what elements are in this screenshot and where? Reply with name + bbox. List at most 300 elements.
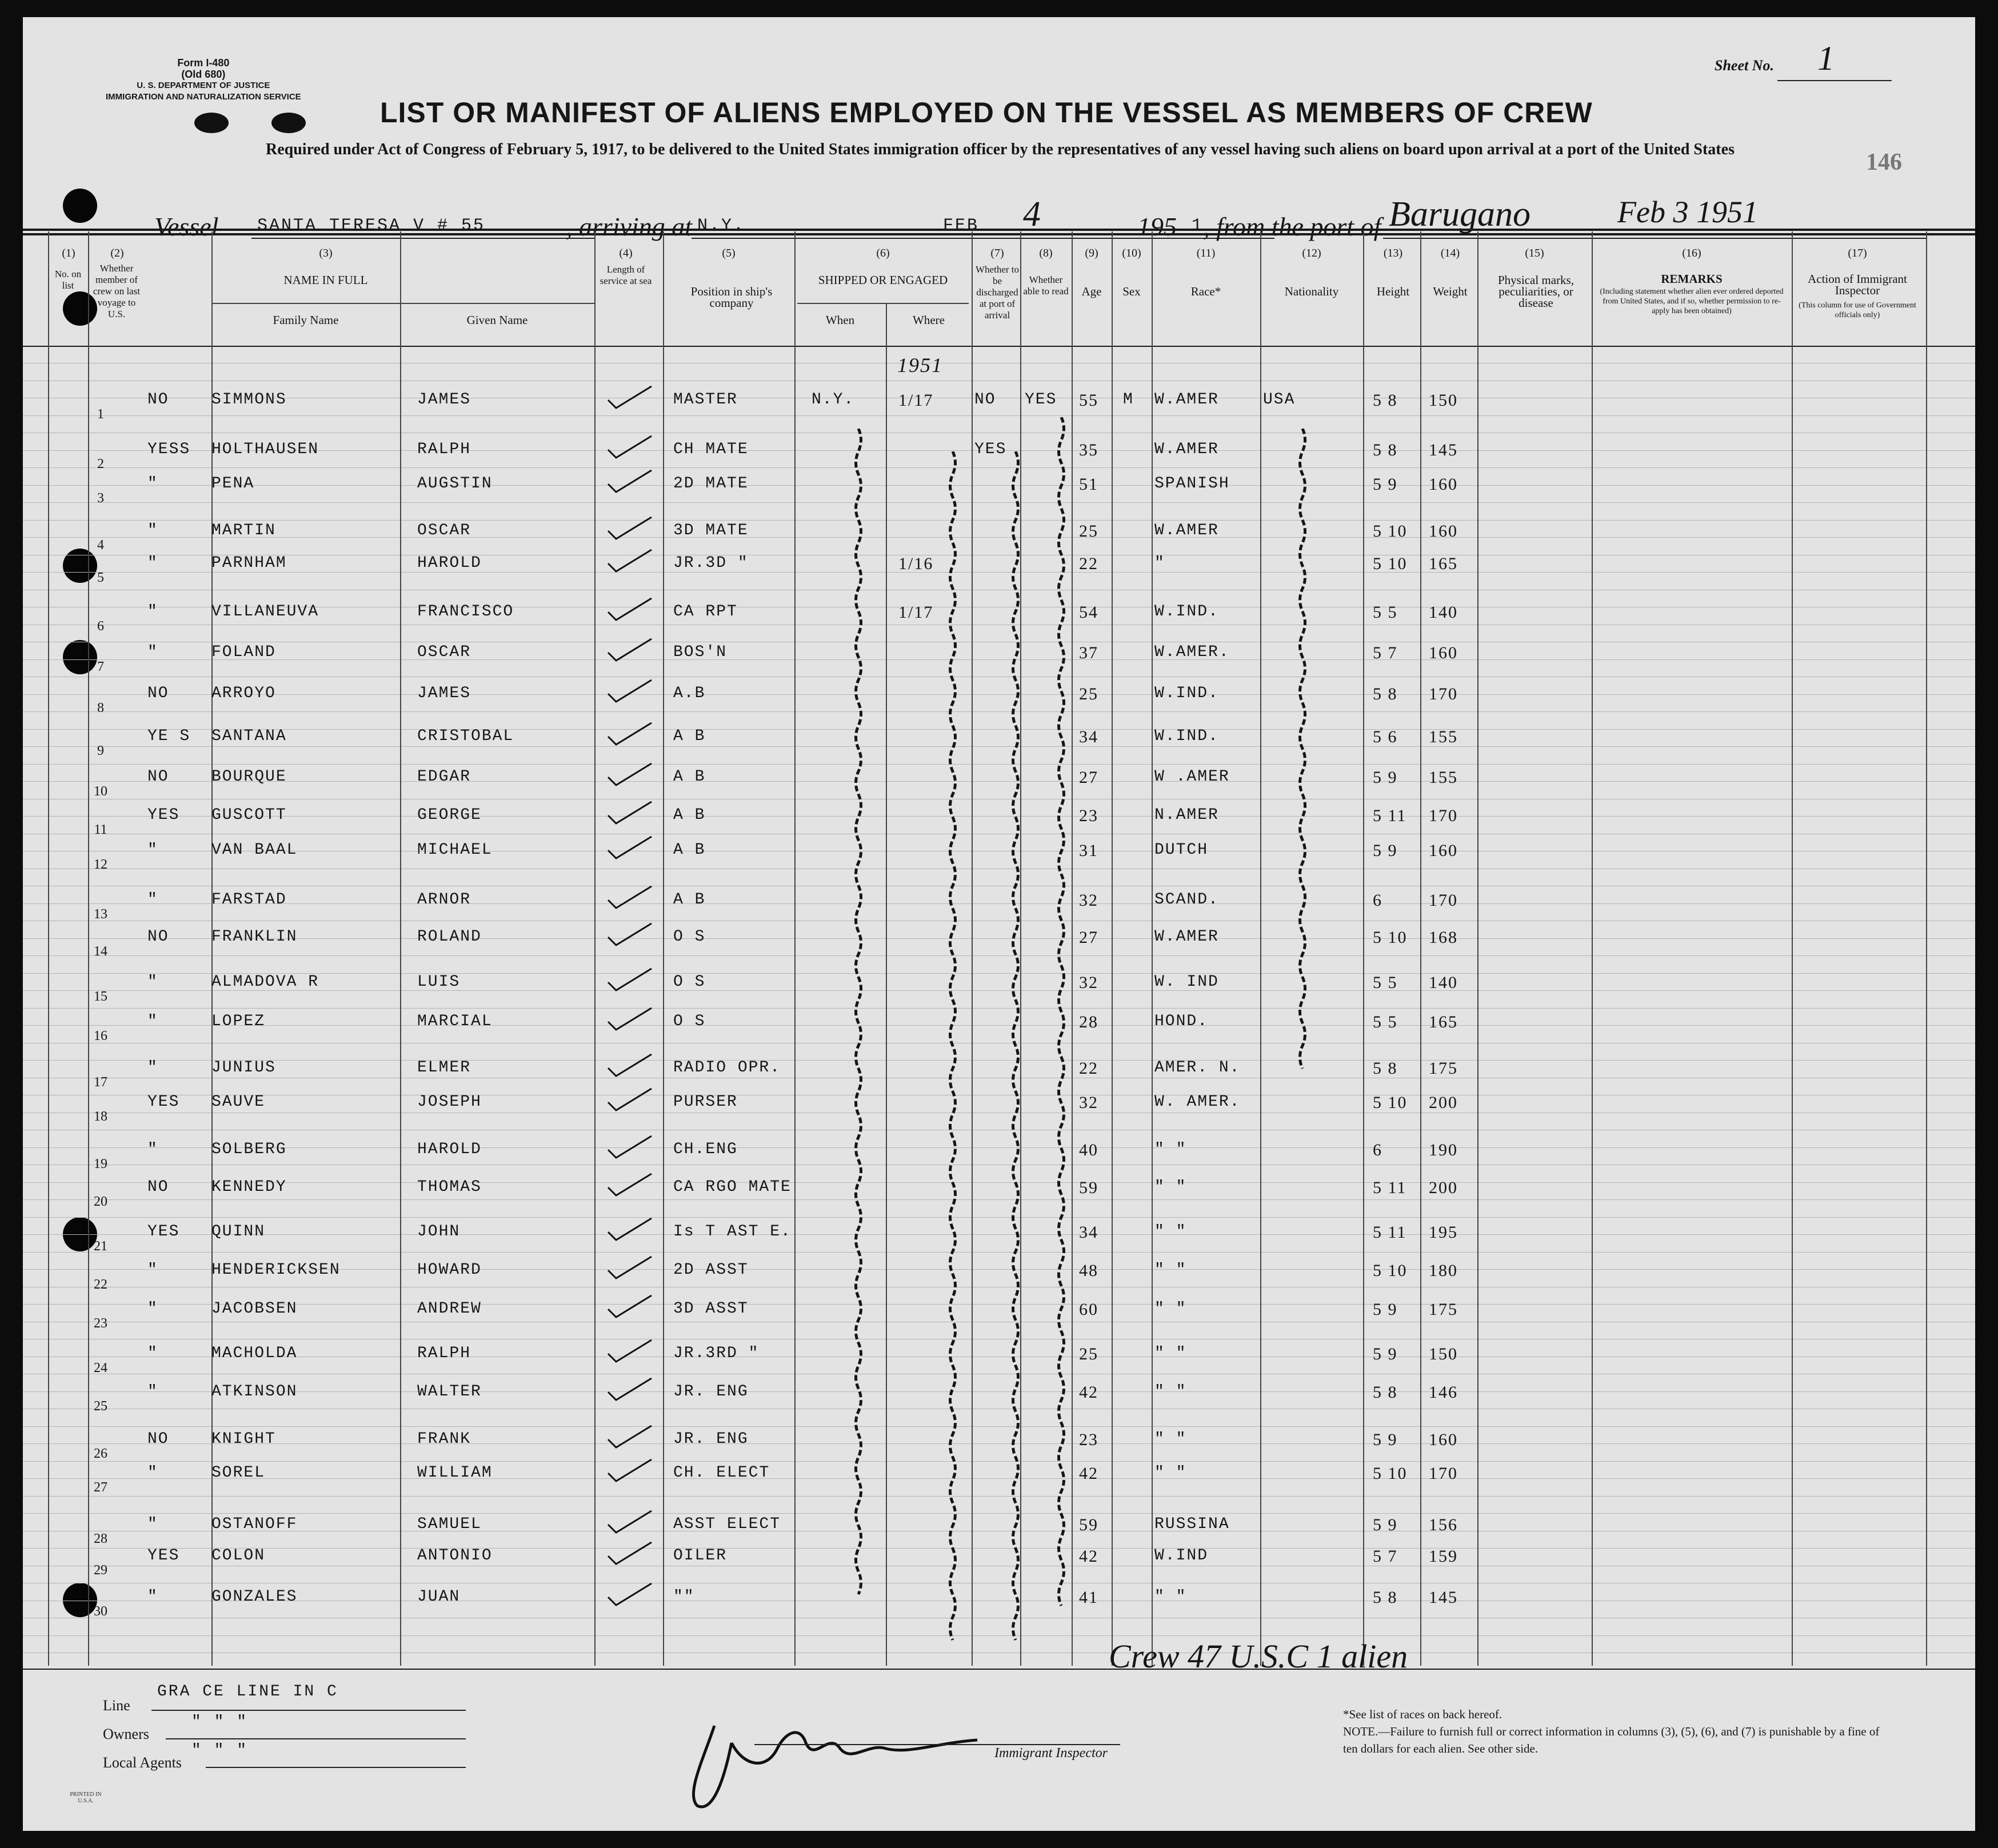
height-cell: 5 10 bbox=[1373, 1093, 1408, 1112]
row-number-cell: 12 bbox=[94, 857, 107, 872]
last-voyage-cell: NO bbox=[147, 1178, 169, 1196]
service-check-mark bbox=[606, 798, 654, 826]
given-name-cell: JAMES bbox=[417, 391, 471, 409]
row-number-cell: 13 bbox=[94, 907, 107, 922]
race-cell: W. IND bbox=[1154, 973, 1219, 991]
service-check-mark bbox=[606, 546, 654, 574]
family-name-cell: SOLBERG bbox=[211, 1141, 287, 1158]
arriving-port: N.Y. bbox=[697, 216, 746, 235]
age-cell: 22 bbox=[1079, 554, 1098, 573]
height-cell: 5 9 bbox=[1373, 1430, 1398, 1449]
weight-cell: 175 bbox=[1429, 1300, 1458, 1319]
family-name-cell: SANTANA bbox=[211, 727, 287, 745]
weight-cell: 165 bbox=[1429, 1013, 1458, 1031]
race-cell: W.AMER bbox=[1154, 522, 1219, 539]
service-check-mark bbox=[606, 1292, 654, 1319]
last-voyage-cell: " bbox=[147, 603, 158, 621]
family-name-cell: HOLTHAUSEN bbox=[211, 441, 319, 458]
document-subtitle: Required under Act of Congress of February 5, 1917, to be delivered to the United States immigration officer by the representatives of any vessel having such aliens on board upon arrival at a port of the United States bbox=[266, 141, 1735, 158]
shipped-where-cell: 1/17 bbox=[898, 603, 934, 622]
height-cell: 5 8 bbox=[1373, 391, 1398, 410]
row-number-cell: 16 bbox=[94, 1029, 107, 1043]
form-identifier: Form I-480 (Old 680) U. S. DEPARTMENT OF JUSTICE IMMIGRATION AND NATURALIZATION SERVICE bbox=[106, 57, 301, 102]
position-cell: A B bbox=[673, 891, 706, 909]
position-cell: OILER bbox=[673, 1547, 728, 1565]
position-cell: A B bbox=[673, 841, 706, 859]
service-check-mark bbox=[606, 433, 654, 460]
race-cell: " " bbox=[1154, 1178, 1187, 1196]
local-agents-label: Local Agents bbox=[103, 1754, 182, 1771]
service-check-mark bbox=[606, 1580, 654, 1607]
weight-cell: 165 bbox=[1429, 554, 1458, 573]
position-cell: Is T AST E. bbox=[673, 1223, 792, 1241]
age-cell: 48 bbox=[1079, 1261, 1098, 1280]
given-name-cell: GEORGE bbox=[417, 806, 482, 824]
age-cell: 41 bbox=[1079, 1588, 1098, 1607]
last-voyage-cell: " bbox=[147, 891, 158, 909]
last-voyage-cell: " bbox=[147, 1515, 158, 1533]
able-to-read-cell: YES bbox=[1025, 391, 1057, 409]
race-cell: " " bbox=[1154, 1464, 1187, 1482]
given-name-cell: ANTONIO bbox=[417, 1547, 493, 1565]
height-cell: 5 10 bbox=[1373, 554, 1408, 573]
row-number-cell: 20 bbox=[94, 1194, 107, 1209]
row-number-cell: 7 bbox=[97, 659, 104, 674]
given-name-cell: CRISTOBAL bbox=[417, 727, 514, 745]
given-name-cell: ARNOR bbox=[417, 891, 471, 909]
last-voyage-cell: " bbox=[147, 973, 158, 991]
service-check-mark bbox=[606, 635, 654, 663]
last-voyage-cell: YES bbox=[147, 1223, 180, 1241]
col-remarks-note: (Including statement whether alien ever ordered deported from United States, and if so, whether permission to re-apply has been obtained) bbox=[1600, 287, 1784, 315]
position-cell: JR. ENG bbox=[673, 1430, 749, 1448]
age-cell: 40 bbox=[1079, 1141, 1098, 1159]
weight-cell: 160 bbox=[1429, 1430, 1458, 1449]
line-value: GRA CE LINE IN C bbox=[157, 1683, 338, 1701]
age-cell: 59 bbox=[1079, 1515, 1098, 1534]
row-number-cell: 23 bbox=[94, 1316, 107, 1331]
position-cell: A B bbox=[673, 806, 706, 824]
row-number-cell: 25 bbox=[94, 1399, 107, 1414]
col-race: Race* bbox=[1190, 285, 1221, 298]
weight-cell: 180 bbox=[1429, 1261, 1458, 1280]
col-shipped-engaged: SHIPPED OR ENGAGED bbox=[818, 273, 948, 287]
age-cell: 31 bbox=[1079, 841, 1098, 860]
penalty-note: NOTE.—Failure to furnish full or correct information in columns (3), (5), (6), and (7) is punishable by a fine of ten dollars for each alien. See other side. bbox=[1343, 1725, 1880, 1755]
race-cell: AMER. N. bbox=[1154, 1059, 1241, 1077]
height-cell: 5 8 bbox=[1373, 1588, 1398, 1607]
shipped-when-cell: N.Y. bbox=[812, 391, 855, 409]
age-cell: 25 bbox=[1079, 685, 1098, 703]
family-name-cell: VAN BAAL bbox=[211, 841, 298, 859]
family-name-cell: PARNHAM bbox=[211, 554, 287, 572]
given-name-cell: OSCAR bbox=[417, 522, 471, 539]
race-cell: " " bbox=[1154, 1141, 1187, 1158]
height-cell: 5 9 bbox=[1373, 1345, 1398, 1363]
last-voyage-cell: YES bbox=[147, 1547, 180, 1565]
given-name-cell: THOMAS bbox=[417, 1178, 482, 1196]
race-cell: W.AMER bbox=[1154, 441, 1219, 458]
race-cell: N.AMER bbox=[1154, 806, 1219, 824]
last-voyage-cell: " bbox=[147, 1345, 158, 1362]
position-cell: JR.3D " bbox=[673, 554, 749, 572]
col-when: When bbox=[825, 313, 855, 327]
service-check-mark bbox=[606, 1422, 654, 1450]
weight-cell: 170 bbox=[1429, 1464, 1458, 1483]
col-physical-marks: Physical marks, peculiarities, or disease bbox=[1498, 273, 1574, 310]
weight-cell: 170 bbox=[1429, 806, 1458, 825]
given-name-cell: LUIS bbox=[417, 973, 461, 991]
header-bottom-rule bbox=[23, 346, 1975, 347]
race-cell: W.IND. bbox=[1154, 603, 1219, 621]
col-age: Age bbox=[1081, 285, 1102, 298]
col-weight: Weight bbox=[1433, 285, 1468, 298]
last-voyage-cell: " bbox=[147, 1059, 158, 1077]
weight-cell: 160 bbox=[1429, 475, 1458, 494]
family-name-cell: GONZALES bbox=[211, 1588, 298, 1606]
height-cell: 5 10 bbox=[1373, 522, 1408, 541]
race-cell: HOND. bbox=[1154, 1013, 1209, 1030]
given-name-cell: ROLAND bbox=[417, 928, 482, 946]
height-cell: 5 5 bbox=[1373, 1013, 1398, 1031]
height-cell: 5 8 bbox=[1373, 1059, 1398, 1078]
race-cell: W.AMER bbox=[1154, 928, 1219, 946]
position-cell: 3D ASST bbox=[673, 1300, 749, 1318]
service-check-mark bbox=[606, 1507, 654, 1535]
position-cell: 2D ASST bbox=[673, 1261, 749, 1279]
age-cell: 28 bbox=[1079, 1013, 1098, 1031]
given-name-cell: HOWARD bbox=[417, 1261, 482, 1279]
age-cell: 59 bbox=[1079, 1178, 1098, 1197]
vessel-name: SANTA TERESA V # 55 bbox=[257, 216, 486, 235]
row-number-cell: 14 bbox=[94, 944, 107, 959]
punch-hole bbox=[63, 189, 97, 223]
last-voyage-cell: NO bbox=[147, 928, 169, 946]
height-cell: 5 10 bbox=[1373, 1464, 1408, 1483]
arrival-year: 195 bbox=[1137, 212, 1177, 241]
family-name-cell: FOLAND bbox=[211, 643, 276, 661]
sheet-line bbox=[1777, 80, 1892, 81]
last-voyage-cell: NO bbox=[147, 768, 169, 786]
weight-cell: 155 bbox=[1429, 768, 1458, 787]
col-height: Height bbox=[1376, 285, 1410, 298]
family-name-cell: KENNEDY bbox=[211, 1178, 287, 1196]
position-cell: O S bbox=[673, 973, 706, 991]
weight-cell: 160 bbox=[1429, 522, 1458, 541]
inspector-signature bbox=[680, 1709, 1012, 1817]
family-name-cell: JACOBSEN bbox=[211, 1300, 298, 1318]
service-check-mark bbox=[606, 1051, 654, 1078]
position-cell: "" bbox=[673, 1588, 695, 1606]
row-number-cell: 17 bbox=[94, 1075, 107, 1090]
arrival-year-digit: 1 bbox=[1192, 216, 1204, 235]
family-name-cell: MACHOLDA bbox=[211, 1345, 298, 1362]
given-name-cell: JAMES bbox=[417, 685, 471, 702]
height-cell: 6 bbox=[1373, 1141, 1382, 1159]
last-voyage-cell: " bbox=[147, 643, 158, 661]
ditto-stroke bbox=[1052, 417, 1071, 1611]
family-name-cell: MARTIN bbox=[211, 522, 276, 539]
given-name-cell: SAMUEL bbox=[417, 1515, 482, 1533]
service-check-mark bbox=[606, 719, 654, 747]
weight-cell: 170 bbox=[1429, 685, 1458, 703]
weight-cell: 156 bbox=[1429, 1515, 1458, 1534]
races-note: *See list of races on back hereof. bbox=[1343, 1707, 1503, 1721]
race-cell: " " bbox=[1154, 1588, 1187, 1606]
family-name-cell: QUINN bbox=[211, 1223, 266, 1241]
row-number-cell: 9 bbox=[97, 743, 104, 758]
family-name-cell: SOREL bbox=[211, 1464, 266, 1482]
given-name-cell: MARCIAL bbox=[417, 1013, 493, 1030]
family-name-cell: FRANKLIN bbox=[211, 928, 298, 946]
row-number-cell: 18 bbox=[94, 1109, 107, 1124]
given-name-cell: FRANCISCO bbox=[417, 603, 514, 621]
height-cell: 5 8 bbox=[1373, 1383, 1398, 1402]
departure-port: Barugano bbox=[1389, 195, 1531, 234]
col-inspector-action: Action of Immigrant Inspector bbox=[1808, 272, 1907, 297]
height-cell: 5 9 bbox=[1373, 768, 1398, 787]
col-position: Position in ship's company bbox=[690, 285, 773, 310]
row-number-cell: 19 bbox=[94, 1157, 107, 1171]
service-check-mark bbox=[606, 677, 654, 704]
local-agents-value: " " " bbox=[191, 1742, 249, 1759]
row-number-cell: 27 bbox=[94, 1480, 107, 1495]
family-name-cell: KNIGHT bbox=[211, 1430, 276, 1448]
last-voyage-cell: " bbox=[147, 1261, 158, 1279]
race-cell: W.IND bbox=[1154, 1547, 1209, 1565]
ditto-stroke bbox=[849, 429, 868, 1611]
row-number-cell: 21 bbox=[94, 1239, 107, 1254]
col-remarks: REMARKS bbox=[1661, 272, 1723, 286]
col-where: Where bbox=[913, 313, 945, 327]
ditto-stroke bbox=[1293, 429, 1312, 1086]
race-cell: " " bbox=[1154, 1300, 1187, 1318]
service-check-mark bbox=[606, 965, 654, 993]
row-number-cell: 2 bbox=[97, 457, 104, 471]
given-name-cell: ANDREW bbox=[417, 1300, 482, 1318]
last-voyage-cell: NO bbox=[147, 685, 169, 702]
col-sex: Sex bbox=[1122, 285, 1141, 298]
family-name-cell: ARROYO bbox=[211, 685, 276, 702]
family-name-cell: COLON bbox=[211, 1547, 266, 1565]
weight-cell: 195 bbox=[1429, 1223, 1458, 1242]
race-cell: SPANISH bbox=[1154, 475, 1230, 493]
weight-cell: 145 bbox=[1429, 441, 1458, 459]
weight-cell: 190 bbox=[1429, 1141, 1458, 1159]
row-number-cell: 5 bbox=[97, 570, 104, 585]
weight-cell: 170 bbox=[1429, 891, 1458, 910]
position-cell: A B bbox=[673, 727, 706, 745]
sex-cell: M bbox=[1123, 391, 1134, 409]
row-number-cell: 3 bbox=[97, 491, 104, 506]
age-cell: 25 bbox=[1079, 522, 1098, 541]
height-cell: 6 bbox=[1373, 891, 1382, 910]
manifest-sheet: Form I-480 (Old 680) U. S. DEPARTMENT OF JUSTICE IMMIGRATION AND NATURALIZATION SERVICE Sheet No. 1 LIST OR MANIFEST OF ALIENS EMPLOYED ON THE VESSEL AS MEMBERS OF CREW Required under Act of Congress of February 5, 1917, to be delivered to the United States immigration officer by the representatives of any vessel having such aliens on board upon arrival at a port of the United States 146 Vessel SANTA TERESA V # 55 , arriving at N.Y. FEB 4 195 1 , from the port of Barugano Feb 3 1951 (1) No. on list (2) Whether member of crew on last voyage to U.S. (3) NAME IN FULL Family Name Given Name (4) Length of service at sea (5) Position in ship's company (6) SHIPPED OR ENGAGED When Where (7) Whether to be discharged at port of arrival (8) Whether able to read (9) Age (10) Sex (11) Race* (12) Nationality (13) Height (14) Weight (15) Physical marks, peculiarities, or disease (16) REMARKS (Including statement whether alien ever ordered deported from United States, and if so, whether permission to re-apply has been obtained) (17) Action of Immigrant Inspector (This column for use of Government officials only) 1951 1 NO SIMMONS JAMES MASTER N.Y. 1/17 NO YES 55 M W.AMER USA 5 8 150 2 YESS HOLTHAUSEN RALPH CH MATE YES 35 W.AMER 5 8 145 3 " PENA AUGSTIN 2D MATE 51 SPANISH 5 9 160 4 " MARTIN OSCAR 3D MATE 25 W.AMER 5 10 160 5 " PARNHAM HAROLD JR.3D " 1/16 22 " 5 10 165 6 " VILLANEUVA FRANCISCO CA RPT 1/17 54 W.IND. 5 5 140 7 " FOLAND OSCAR BOS'N 37 W.AMER. 5 7 160 8 NO ARROYO JAMES A.B 25 W.IND. 5 8 170 9 YE S SANTANA CRISTOBAL A B 34 W.IND. 5 6 155 10 NO BOURQUE EDGAR A B 27 W .AMER 5 9 155 11 YES GUSCOTT GEORGE A B 23 N.AMER 5 11 170 12 " VAN BAAL MICHAEL A B 31 DUTCH 5 9 160 13 " FARSTAD ARNOR A B 32 SCAND. 6 170 14 NO FRANKLIN ROLAND O S 27 W.AMER 5 10 168 15 " ALMADOVA R LUIS O S 32 W. IND 5 5 140 16 " LOPEZ MARCIAL O S 28 HOND. 5 5 165 17 " JUNIUS ELMER RADIO OPR. 22 AMER. N. 5 8 175 18 YES SAUVE JOSEPH PURSER 32 W. AMER. 5 10 200 19 " SOLBERG HAROLD CH.ENG 40 " " 6 190 20 NO KENNEDY THOMAS CA RGO MATE 59 " " 5 11 200 21 YES QUINN JOHN Is T AST E. 34 " " 5 11 195 22 " HENDERICKSEN HOWARD 2D ASST 48 " " 5 10 180 23 " JACOBSEN ANDREW 3D ASST 60 " " 5 9 175 24 " MACHOLDA RALPH JR.3RD " 25 " " 5 9 150 25 " ATKINSON WALTER JR. ENG 42 " " 5 8 146 26 NO KNIGHT FRANK JR. ENG 23 " " 5 9 160 27 " SOREL WILLIAM CH. ELECT 42 " " 5 10 170 28 " OSTANOFF SAMUEL ASST ELECT 59 RUSSINA 5 9 156 29 YES COLON ANTONIO OILER 42 W.IND 5 7 159 30 " GONZALES JUAN "" 41 " " 5 8 145 Crew 47 U.S.C 1 alien Line GRA CE LINE IN C Owners " " " Local Agents " " " Immigrant Inspector *See list of races on back hereof. NOTE.—Failure to furnish full or correct information in columns (3), (5), (6), and (7) is punishable by a fine of ten dollars for each alien. See other side. PRINTED IN U.S.A. bbox=[23, 17, 1975, 1831]
position-cell: RADIO OPR. bbox=[673, 1059, 781, 1077]
weight-cell: 175 bbox=[1429, 1059, 1458, 1078]
age-cell: 54 bbox=[1079, 603, 1098, 622]
row-number-cell: 6 bbox=[97, 619, 104, 634]
age-cell: 25 bbox=[1079, 1345, 1098, 1363]
row-number-cell: 4 bbox=[97, 538, 104, 553]
col-length-of-service: Length of service at sea bbox=[600, 264, 652, 286]
row-number-cell: 28 bbox=[94, 1531, 107, 1546]
position-cell: JR.3RD " bbox=[673, 1345, 760, 1362]
sheet-label: Sheet No. bbox=[1715, 57, 1774, 74]
family-name-cell: FARSTAD bbox=[211, 891, 287, 909]
age-cell: 42 bbox=[1079, 1464, 1098, 1483]
position-cell: MASTER bbox=[673, 391, 738, 409]
height-cell: 5 5 bbox=[1373, 603, 1398, 622]
position-cell: O S bbox=[673, 928, 706, 946]
family-name-cell: ALMADOVA R bbox=[211, 973, 319, 991]
age-cell: 55 bbox=[1079, 391, 1098, 410]
race-cell: " " bbox=[1154, 1345, 1187, 1362]
weight-cell: 168 bbox=[1429, 928, 1458, 947]
height-cell: 5 6 bbox=[1373, 727, 1398, 746]
race-cell: W. AMER. bbox=[1154, 1093, 1241, 1111]
discharged-cell: NO bbox=[974, 391, 996, 409]
height-cell: 5 9 bbox=[1373, 841, 1398, 860]
position-cell: CA RGO MATE bbox=[673, 1178, 792, 1196]
weight-cell: 200 bbox=[1429, 1093, 1458, 1112]
family-name-cell: ATKINSON bbox=[211, 1383, 298, 1401]
col-given-name: Given Name bbox=[466, 313, 528, 327]
ditto-stroke bbox=[943, 451, 962, 1646]
given-name-cell: HAROLD bbox=[417, 1141, 482, 1158]
row-number-cell: 8 bbox=[97, 701, 104, 715]
given-name-cell: RALPH bbox=[417, 1345, 471, 1362]
weight-cell: 155 bbox=[1429, 727, 1458, 746]
last-voyage-cell: " bbox=[147, 1300, 158, 1318]
weight-cell: 145 bbox=[1429, 1588, 1458, 1607]
service-check-mark bbox=[606, 1133, 654, 1160]
given-name-cell: JOHN bbox=[417, 1223, 461, 1241]
given-name-cell: JOSEPH bbox=[417, 1093, 482, 1111]
from-port-label: , from the port of bbox=[1203, 212, 1381, 241]
service-check-mark bbox=[606, 1005, 654, 1032]
given-name-cell: MICHAEL bbox=[417, 841, 493, 859]
weight-cell: 160 bbox=[1429, 841, 1458, 860]
family-name-cell: VILLANEUVA bbox=[211, 603, 319, 621]
service-check-mark bbox=[606, 514, 654, 541]
age-cell: 27 bbox=[1079, 768, 1098, 787]
height-cell: 5 7 bbox=[1373, 643, 1398, 662]
height-cell: 5 5 bbox=[1373, 973, 1398, 992]
weight-cell: 140 bbox=[1429, 603, 1458, 622]
col-nationality: Nationality bbox=[1284, 285, 1339, 298]
last-voyage-cell: YES bbox=[147, 806, 180, 824]
last-voyage-cell: " bbox=[147, 1383, 158, 1401]
height-cell: 5 11 bbox=[1373, 806, 1407, 825]
age-cell: 32 bbox=[1079, 1093, 1098, 1112]
position-cell: CA RPT bbox=[673, 603, 738, 621]
last-voyage-cell: " bbox=[147, 1588, 158, 1606]
position-cell: PURSER bbox=[673, 1093, 738, 1111]
age-cell: 34 bbox=[1079, 727, 1098, 746]
position-cell: CH.ENG bbox=[673, 1141, 738, 1158]
last-voyage-cell: NO bbox=[147, 391, 169, 409]
age-cell: 42 bbox=[1079, 1547, 1098, 1566]
col-no-on-list: No. on list bbox=[54, 269, 82, 291]
family-name-cell: HENDERICKSEN bbox=[211, 1261, 341, 1279]
race-cell: W.AMER bbox=[1154, 391, 1219, 409]
position-cell: ASST ELECT bbox=[673, 1515, 781, 1533]
service-check-mark bbox=[606, 1170, 654, 1198]
weight-cell: 146 bbox=[1429, 1383, 1458, 1402]
col-discharged: Whether to be discharged at port of arrival bbox=[976, 264, 1019, 321]
height-cell: 5 8 bbox=[1373, 685, 1398, 703]
age-cell: 32 bbox=[1079, 973, 1098, 992]
header-top-rule bbox=[23, 229, 1975, 231]
vessel-label: Vessel bbox=[154, 212, 219, 241]
age-cell: 60 bbox=[1079, 1300, 1098, 1319]
ditto-stroke bbox=[1006, 451, 1025, 1646]
col-family-name: Family Name bbox=[273, 313, 339, 327]
age-cell: 23 bbox=[1079, 806, 1098, 825]
stamp-number: 146 bbox=[1866, 149, 1902, 175]
family-name-cell: GUSCOTT bbox=[211, 806, 287, 824]
position-cell: 2D MATE bbox=[673, 475, 749, 493]
service-check-mark bbox=[606, 760, 654, 787]
service-check-mark bbox=[606, 1253, 654, 1281]
nationality-cell: USA bbox=[1263, 391, 1296, 409]
age-cell: 27 bbox=[1079, 928, 1098, 947]
footer-notes bbox=[1343, 1706, 1886, 1757]
position-cell: CH MATE bbox=[673, 441, 749, 458]
race-cell: W.AMER. bbox=[1154, 643, 1230, 661]
height-cell: 5 9 bbox=[1373, 1515, 1398, 1534]
given-name-cell: ELMER bbox=[417, 1059, 471, 1077]
arriving-label: , arriving at bbox=[566, 212, 693, 241]
last-voyage-cell: YESS bbox=[147, 441, 191, 458]
last-voyage-cell: YES bbox=[147, 1093, 180, 1111]
row-number-cell: 30 bbox=[94, 1604, 107, 1619]
position-cell: A.B bbox=[673, 685, 706, 702]
service-check-mark bbox=[606, 1456, 654, 1483]
given-name-cell: OSCAR bbox=[417, 643, 471, 661]
given-name-cell: FRANK bbox=[417, 1430, 471, 1448]
last-voyage-cell: YE S bbox=[147, 727, 191, 745]
document-title: LIST OR MANIFEST OF ALIENS EMPLOYED ON THE VESSEL AS MEMBERS OF CREW bbox=[380, 97, 1593, 129]
given-name-cell: WILLIAM bbox=[417, 1464, 493, 1482]
age-cell: 32 bbox=[1079, 891, 1098, 910]
col-name-in-full: NAME IN FULL bbox=[283, 273, 368, 287]
given-name-cell: AUGSTIN bbox=[417, 475, 493, 493]
given-name-cell: RALPH bbox=[417, 441, 471, 458]
height-cell: 5 9 bbox=[1373, 475, 1398, 494]
position-cell: JR. ENG bbox=[673, 1383, 749, 1401]
last-voyage-cell: " bbox=[147, 554, 158, 572]
family-name-cell: SAUVE bbox=[211, 1093, 266, 1111]
race-cell: W .AMER bbox=[1154, 768, 1230, 786]
race-cell: DUTCH bbox=[1154, 841, 1209, 859]
row-number-cell: 24 bbox=[94, 1361, 107, 1375]
given-name-cell: EDGAR bbox=[417, 768, 471, 786]
crew-count-note: Crew 47 U.S.C 1 alien bbox=[1109, 1638, 1408, 1675]
height-cell: 5 10 bbox=[1373, 928, 1408, 947]
race-cell: RUSSINA bbox=[1154, 1515, 1230, 1533]
shipped-year: 1951 bbox=[897, 354, 943, 377]
col-last-voyage: Whether member of crew on last voyage to U.S. bbox=[93, 263, 141, 319]
age-cell: 35 bbox=[1079, 441, 1098, 459]
row-number-cell: 10 bbox=[94, 784, 107, 799]
inspector-label: Immigrant Inspector bbox=[994, 1746, 1108, 1761]
service-check-mark bbox=[606, 1085, 654, 1113]
last-voyage-cell: " bbox=[147, 841, 158, 859]
discharged-cell: YES bbox=[974, 441, 1007, 458]
age-cell: 23 bbox=[1079, 1430, 1098, 1449]
